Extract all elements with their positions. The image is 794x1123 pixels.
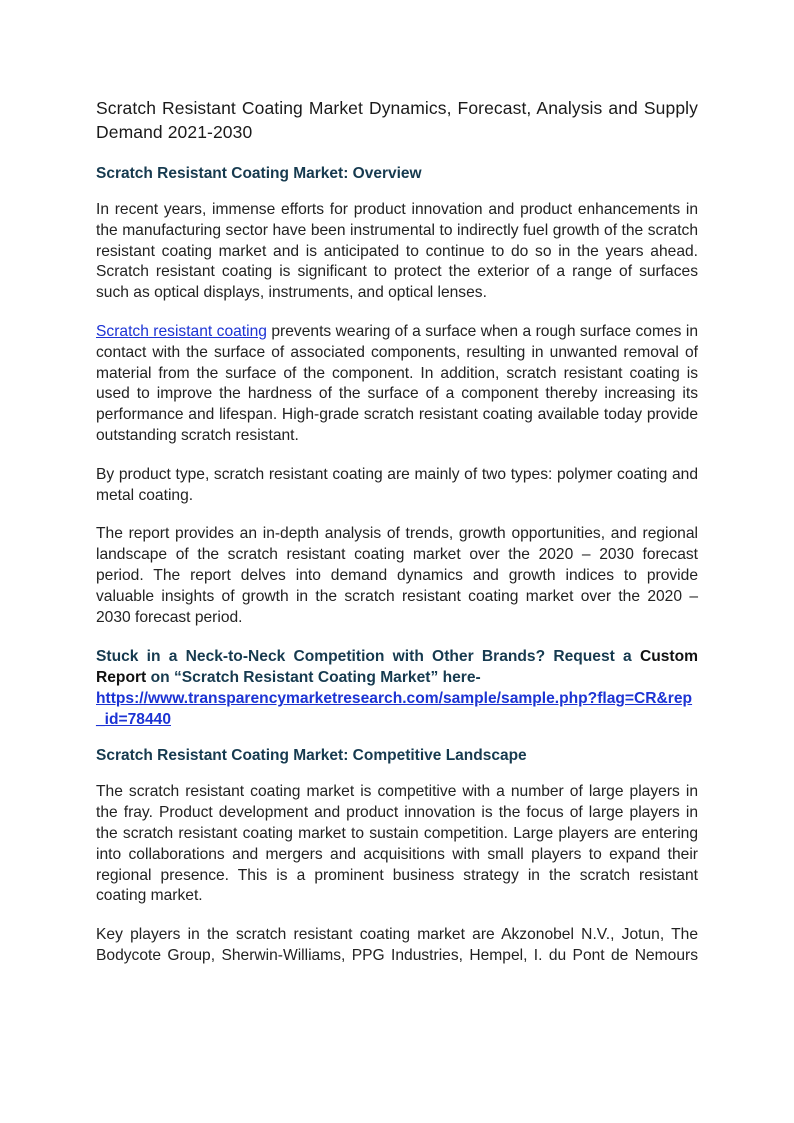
document-title: Scratch Resistant Coating Market Dynamics, Forecast, Analysis and Supply Demand 2021-2030	[96, 98, 698, 142]
sample-report-url-link[interactable]: https://www.transparencymarketresearch.com/sample/sample.php?flag=CR&rep_id=78440	[96, 690, 693, 729]
competitive-paragraph-1: The scratch resistant coating market is competitive with a number of large players in the fray. Product development and product innovation is the focus of large players in the scratch resistant coating market to sustain competition. Large players are entering into collaborations and mergers and acquisitions with small players to expand their regional presence. This is a prominent business strategy in the scratch resistant coating market.	[96, 783, 698, 905]
custom-report-cta	[96, 646, 698, 730]
overview-paragraph-2	[96, 322, 698, 447]
overview-paragraph-1: In recent years, immense efforts for product innovation and product enhancements in the manufacturing sector have been instrumental to indirectly fuel growth of the scratch resistant coating market and is anticipated to continue to do so in the years ahead. Scratch resistant coating is significant to protect the exterior of a range of surfaces such as optical displays, instruments, and optical lenses.	[96, 201, 698, 302]
competitive-paragraph-2: Key players in the scratch resistant coating market are Akzonobel N.V., Jotun, The Bodycote Group, Sherwin-Williams, PPG Industries, Hempel, I. du Pont de Nemours	[96, 926, 698, 964]
overview-heading: Scratch Resistant Coating Market: Overview	[96, 165, 422, 182]
competitive-landscape-heading: Scratch Resistant Coating Market: Competitive Landscape	[96, 747, 527, 765]
overview-paragraph-4: The report provides an in-depth analysis of trends, growth opportunities, and regional landscape of the scratch resistant coating market over the 2020 – 2030 forecast period. The report delves into demand dynamics and growth indices to provide valuable insights of growth in the scratch resistant coating market over the 2020 – 2030 forecast period.	[96, 525, 698, 626]
document-page	[96, 96, 698, 985]
cta-custom-report-text: Custom Report	[96, 648, 698, 687]
overview-paragraph-2-text: prevents wearing of a surface when a rough surface comes in contact with the surface of associated components, resulting in unwanted removal of material from the surface of the component. In addition, scratch resistant coating is used to improve the hardness of the surface of a component thereby increasing its performance and lifespan. High-grade scratch resistant coating available today provide outstanding scratch resistant.	[96, 322, 698, 444]
cta-lead-text: Stuck in a Neck-to-Neck Competition with Other Brands? Request a	[96, 648, 640, 666]
overview-paragraph-3: By product type, scratch resistant coating are mainly of two types: polymer coating and metal coating.	[96, 465, 698, 504]
scratch-resistant-coating-link[interactable]: Scratch resistant coating	[96, 322, 267, 340]
cta-middle-text: on “Scratch Resistant Coating Market” here-	[146, 669, 481, 687]
